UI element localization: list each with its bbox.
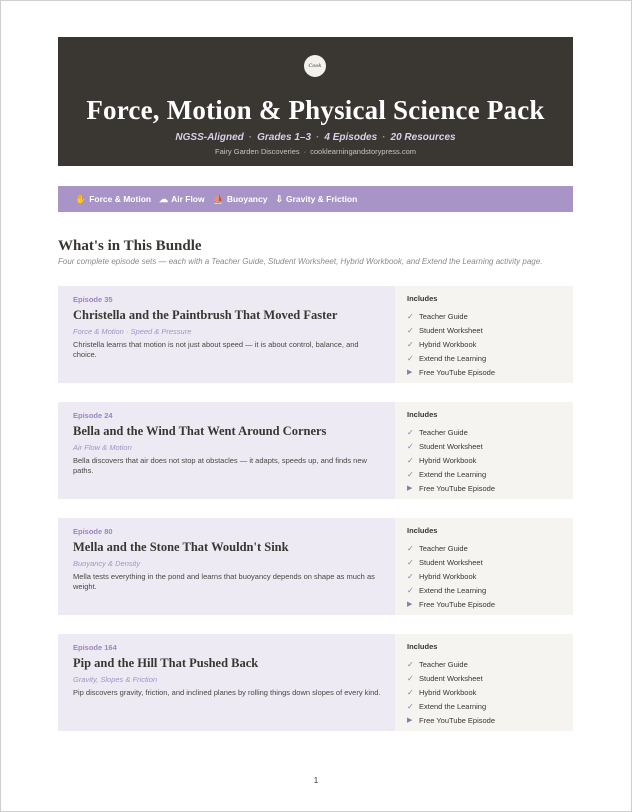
topic-label: Force & Motion bbox=[89, 194, 152, 204]
page-number: 1 bbox=[313, 776, 319, 785]
topic-label: Air Flow bbox=[171, 194, 205, 204]
header-banner bbox=[58, 37, 573, 166]
episode-info bbox=[58, 634, 395, 731]
includes-list bbox=[407, 309, 561, 379]
play-icon: ▶ bbox=[407, 601, 413, 608]
episode-card bbox=[58, 634, 573, 731]
list-item bbox=[407, 685, 561, 699]
include-label: Teacher Guide bbox=[419, 427, 468, 437]
include-label: Hybrid Workbook bbox=[419, 339, 477, 349]
include-label: Student Worksheet bbox=[419, 325, 483, 335]
includes-list bbox=[407, 541, 561, 611]
wind-icon: ☁ bbox=[159, 193, 169, 204]
boat-icon: ⛵ bbox=[212, 193, 224, 204]
include-label: Extend the Learning bbox=[419, 701, 487, 711]
episode-topic: Buoyancy & Density bbox=[73, 559, 141, 568]
list-item bbox=[407, 453, 561, 467]
includes-panel bbox=[395, 286, 573, 383]
include-label: Free YouTube Episode bbox=[419, 367, 496, 377]
include-label: Teacher Guide bbox=[419, 543, 468, 553]
publisher-logo bbox=[304, 55, 326, 77]
episode-info bbox=[58, 286, 395, 383]
check-icon: ✓ bbox=[407, 311, 414, 321]
include-label: Hybrid Workbook bbox=[419, 571, 477, 581]
list-item bbox=[407, 337, 561, 351]
list-item bbox=[407, 597, 561, 611]
includes-label: Includes bbox=[407, 410, 438, 419]
includes-panel bbox=[395, 518, 573, 615]
episode-description: Pip discovers gravity, friction, and inclined planes by rolling things down slopes of every kind. bbox=[73, 688, 381, 697]
includes-label: Includes bbox=[407, 526, 438, 535]
list-item bbox=[407, 467, 561, 481]
episode-topic: Air Flow & Motion bbox=[73, 443, 132, 452]
check-icon: ✓ bbox=[407, 659, 414, 669]
logo-text: Cook bbox=[308, 63, 322, 69]
episode-topic: Gravity, Slopes & Friction bbox=[73, 675, 158, 684]
list-item bbox=[407, 439, 561, 453]
episode-title: Mella and the Stone That Wouldn't Sink bbox=[73, 540, 289, 554]
topic-buoyancy bbox=[213, 194, 268, 204]
includes-label: Includes bbox=[407, 642, 438, 651]
topic-gravity-friction bbox=[275, 194, 357, 204]
check-icon: ✓ bbox=[407, 455, 414, 465]
tag-ngss: NGSS-Aligned bbox=[175, 132, 244, 143]
check-icon: ✓ bbox=[407, 469, 414, 479]
include-label: Free YouTube Episode bbox=[419, 599, 496, 609]
page-title: Force, Motion & Physical Science Pack bbox=[86, 95, 545, 125]
topic-label: Gravity & Friction bbox=[286, 194, 358, 204]
check-icon: ✓ bbox=[407, 673, 414, 683]
episode-title: Bella and the Wind That Went Around Corners bbox=[73, 424, 327, 438]
episode-topic: Force & Motion · Speed & Pressure bbox=[73, 327, 192, 336]
play-icon: ▶ bbox=[407, 485, 413, 492]
play-icon: ▶ bbox=[407, 369, 413, 376]
list-item bbox=[407, 425, 561, 439]
episode-number: Episode 80 bbox=[73, 527, 113, 536]
episode-title: Christella and the Paintbrush That Moved Faster bbox=[73, 308, 338, 322]
tag-resources: 20 Resources bbox=[390, 132, 456, 143]
includes-list bbox=[407, 425, 561, 495]
includes-label: Includes bbox=[407, 294, 438, 303]
list-item bbox=[407, 481, 561, 495]
includes-list bbox=[407, 657, 561, 727]
include-label: Free YouTube Episode bbox=[419, 715, 496, 725]
arrow-down-box-icon: ⇩ bbox=[275, 193, 283, 204]
check-icon: ✓ bbox=[407, 325, 414, 335]
list-item bbox=[407, 657, 561, 671]
include-label: Student Worksheet bbox=[419, 557, 483, 567]
check-icon: ✓ bbox=[407, 339, 414, 349]
include-label: Free YouTube Episode bbox=[419, 483, 496, 493]
header-credit: Fairy Garden Discoveries · cooklearningandstorypress.com bbox=[215, 147, 416, 156]
play-icon: ▶ bbox=[407, 717, 413, 724]
topic-air-flow bbox=[159, 194, 205, 204]
include-label: Student Worksheet bbox=[419, 673, 483, 683]
check-icon: ✓ bbox=[407, 441, 414, 451]
list-item bbox=[407, 541, 561, 555]
includes-panel bbox=[395, 634, 573, 731]
check-icon: ✓ bbox=[407, 701, 414, 711]
include-label: Extend the Learning bbox=[419, 353, 487, 363]
episode-number: Episode 164 bbox=[73, 643, 117, 652]
topic-bar bbox=[58, 186, 573, 212]
check-icon: ✓ bbox=[407, 557, 414, 567]
include-label: Hybrid Workbook bbox=[419, 455, 477, 465]
hand-icon: ✋ bbox=[75, 193, 87, 204]
list-item bbox=[407, 555, 561, 569]
header-tags: NGSS-Aligned · Grades 1–3 · 4 Episodes · 20 Resources bbox=[175, 132, 456, 143]
topic-force-motion bbox=[75, 194, 151, 204]
list-item bbox=[407, 699, 561, 713]
bundle-heading: What's in This Bundle bbox=[58, 238, 202, 254]
tag-episodes: 4 Episodes bbox=[324, 132, 378, 143]
list-item bbox=[407, 365, 561, 379]
check-icon: ✓ bbox=[407, 543, 414, 553]
include-label: Teacher Guide bbox=[419, 659, 468, 669]
check-icon: ✓ bbox=[407, 571, 414, 581]
episode-number: Episode 35 bbox=[73, 295, 113, 304]
include-label: Extend the Learning bbox=[419, 585, 487, 595]
check-icon: ✓ bbox=[407, 427, 414, 437]
episode-number: Episode 24 bbox=[73, 411, 113, 420]
episode-card bbox=[58, 286, 573, 383]
episode-description: Christella learns that motion is not just about speed — it is about control, balance, and choice. bbox=[73, 340, 359, 359]
check-icon: ✓ bbox=[407, 687, 414, 697]
brand-name: Fairy Garden Discoveries bbox=[215, 147, 300, 156]
list-item bbox=[407, 323, 561, 337]
list-item bbox=[407, 569, 561, 583]
episode-card bbox=[58, 402, 573, 499]
check-icon: ✓ bbox=[407, 353, 414, 363]
include-label: Student Worksheet bbox=[419, 441, 483, 451]
list-item bbox=[407, 309, 561, 323]
list-item bbox=[407, 583, 561, 597]
check-icon: ✓ bbox=[407, 585, 414, 595]
bundle-description: Four complete episode sets — each with a Teacher Guide, Student Worksheet, Hybrid Workbook, and Extend the Learning activity page. bbox=[58, 257, 543, 266]
episode-info bbox=[58, 518, 395, 615]
include-label: Teacher Guide bbox=[419, 311, 468, 321]
website-url: cooklearningandstorypress.com bbox=[310, 147, 416, 156]
episode-description: Bella discovers that air does not stop at obstacles — it adapts, speeds up, and finds new paths. bbox=[73, 456, 367, 475]
include-label: Extend the Learning bbox=[419, 469, 487, 479]
include-label: Hybrid Workbook bbox=[419, 687, 477, 697]
episode-info bbox=[58, 402, 395, 499]
includes-panel bbox=[395, 402, 573, 499]
episode-card bbox=[58, 518, 573, 615]
list-item bbox=[407, 671, 561, 685]
list-item bbox=[407, 713, 561, 727]
list-item bbox=[407, 351, 561, 365]
episode-description: Mella tests everything in the pond and learns that buoyancy depends on shape as much as weight. bbox=[73, 572, 375, 591]
topic-label: Buoyancy bbox=[226, 194, 268, 204]
tag-grades: Grades 1–3 bbox=[257, 132, 312, 143]
episode-title: Pip and the Hill That Pushed Back bbox=[73, 656, 259, 670]
